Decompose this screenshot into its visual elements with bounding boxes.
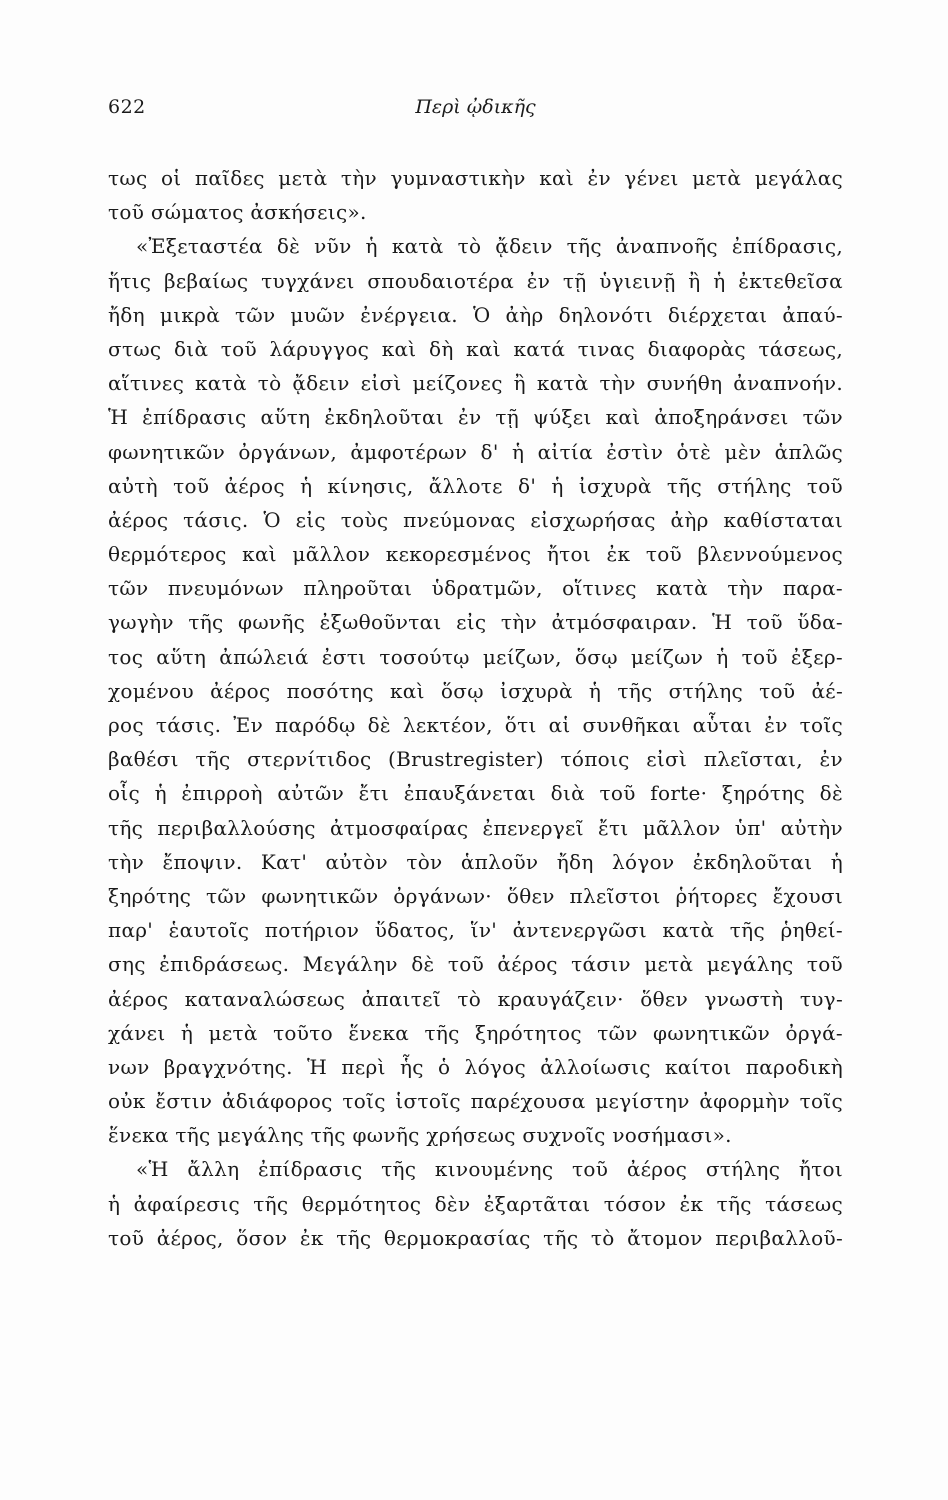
text-line: τῶν πνευμόνων πληροῦται ὑδρατμῶν, οἵτινες κατὰ τὴν παρα- bbox=[108, 576, 843, 601]
text-line: γωγὴν τῆς φωνῆς ἐξωθοῦνται εἰς τὴν ἀτμόσφαιραν. Ἡ τοῦ ὕδα- bbox=[108, 610, 843, 635]
text-line: οὐκ ἔστιν ἀδιάφορος τοῖς ἱστοῖς παρέχουσα μεγίστην ἀφορμὴν τοῖς bbox=[108, 1089, 843, 1114]
text-line: τως οἱ παῖδες μετὰ τὴν γυμναστικὴν καὶ ἐν γένει μετὰ μεγάλας bbox=[108, 166, 843, 190]
text-line: στως διὰ τοῦ λάρυγγος καὶ δὴ καὶ κατά τινας διαφορὰς τάσεως, bbox=[108, 336, 843, 361]
text-line: Ἡ ἐπίδρασις αὕτη ἐκδηλοῦται ἐν τῇ ψύξει καὶ ἀποξηράνσει τῶν bbox=[108, 405, 843, 430]
text-line: φωνητικῶν ὀργάνων, ἀμφοτέρων δ' ἡ αἰτία ἐστὶν ὁτὲ μὲν ἁπλῶς bbox=[108, 439, 843, 464]
text-line: ἥτις βεβαίως τυγχάνει σπουδαιοτέρα ἐν τῇ ὑγιεινῇ ἢ ἡ ἐκτεθεῖσα bbox=[108, 268, 843, 293]
text-line: οἷς ἡ ἐπιρροὴ αὐτῶν ἔτι ἐπαυξάνεται διὰ τοῦ forte· ξηρότης δὲ bbox=[108, 781, 843, 806]
text-line: τοῦ ἀέρος, ὅσον ἐκ τῆς θερμοκρασίας τῆς τὸ ἄτομον περιβαλλοῦ- bbox=[108, 1225, 843, 1250]
text-line: παρ' ἑαυτοῖς ποτήριον ὕδατος, ἵν' ἀντενεργῶσι κατὰ τῆς ῥηθεί- bbox=[108, 918, 843, 943]
text-line: ἀέρος τάσις. Ὁ εἰς τοὺς πνεύμονας εἰσχωρήσας ἀὴρ καθίσταται bbox=[108, 507, 843, 532]
text-line: αὐτὴ τοῦ ἀέρος ἡ κίνησις, ἄλλοτε δ' ἡ ἰσχυρὰ τῆς στήλης τοῦ bbox=[108, 473, 843, 498]
text-line: τῆς περιβαλλούσης ἀτμοσφαίρας ἐπενεργεῖ ἔτι μᾶλλον ὑπ' αὐτὴν bbox=[108, 815, 843, 840]
text-line: ἤδη μικρὰ τῶν μυῶν ἐνέργεια. Ὁ ἀὴρ δηλονότι διέρχεται ἀπαύ- bbox=[108, 302, 843, 327]
text-line: νων βραγχνότης. Ἡ περὶ ἧς ὁ λόγος ἀλλοίωσις καίτοι παροδικὴ bbox=[108, 1054, 843, 1079]
text-line: ἡ ἀφαίρεσις τῆς θερμότητος δὲν ἐξαρτᾶται τόσον ἐκ τῆς τάσεως bbox=[108, 1191, 843, 1216]
text-line: τος αὕτη ἀπώλειά ἐστι τοσούτῳ μείζων, ὅσῳ μείζων ἡ τοῦ ἐξερ- bbox=[108, 644, 843, 669]
text-line: χομένου ἀέρος ποσότης καὶ ὅσῳ ἰσχυρὰ ἡ τῆς στήλης τοῦ ἀέ- bbox=[108, 678, 843, 703]
text-line: ἀέρος καταναλώσεως ἀπαιτεῖ τὸ κραυγάζειν· ὅθεν γνωστὴ τυγ- bbox=[108, 986, 843, 1011]
text-line: τοῦ σώματος ἀσκήσεις». bbox=[108, 200, 367, 225]
text-line: αἵτινες κατὰ τὸ ᾄδειν εἰσὶ μείζονες ἢ κατὰ τὴν συνήθη ἀναπνοήν. bbox=[108, 371, 843, 396]
text-line: σης ἐπιδράσεως. Μεγάλην δὲ τοῦ ἀέρος τάσιν μετὰ μεγάλης τοῦ bbox=[108, 952, 843, 977]
page-header bbox=[108, 96, 843, 136]
text-line: «Ἐξεταστέα δὲ νῦν ἡ κατὰ τὸ ᾄδειν τῆς ἀναπνοῆς ἐπίδρασις, bbox=[136, 234, 843, 259]
body-text bbox=[108, 161, 843, 1255]
text-line: τὴν ἔποψιν. Κατ' αὐτὸν τὸν ἁπλοῦν ἤδη λόγον ἐκδηλοῦται ἡ bbox=[108, 849, 843, 874]
text-line: χάνει ἡ μετὰ τοῦτο ἕνεκα τῆς ξηρότητος τῶν φωνητικῶν ὀργά- bbox=[108, 1020, 843, 1045]
page-number: 622 bbox=[108, 96, 146, 118]
text-line: ρος τάσις. Ἐν παρόδῳ δὲ λεκτέον, ὅτι αἱ συνθῆκαι αὗται ἐν τοῖς bbox=[108, 713, 843, 737]
text-line: βαθέσι τῆς στερνίτιδος (Brustregister) τόποις εἰσὶ πλεῖσται, ἐν bbox=[108, 747, 843, 772]
text-line: θερμότερος καὶ μᾶλλον κεκορεσμένος ἤτοι ἐκ τοῦ βλεννούμενος bbox=[108, 542, 843, 567]
running-title: Περὶ ᾠδικῆς bbox=[415, 96, 536, 118]
text-line: ἕνεκα τῆς μεγάλης τῆς φωνῆς χρήσεως συχνοῖς νοσήμασι». bbox=[108, 1123, 732, 1148]
text-line: ξηρότης τῶν φωνητικῶν ὀργάνων· ὅθεν πλεῖστοι ῥήτορες ἔχουσι bbox=[108, 883, 843, 908]
text-line: «Ἡ ἄλλη ἐπίδρασις τῆς κινουμένης τοῦ ἀέρος στήλης ἤτοι bbox=[136, 1157, 843, 1182]
